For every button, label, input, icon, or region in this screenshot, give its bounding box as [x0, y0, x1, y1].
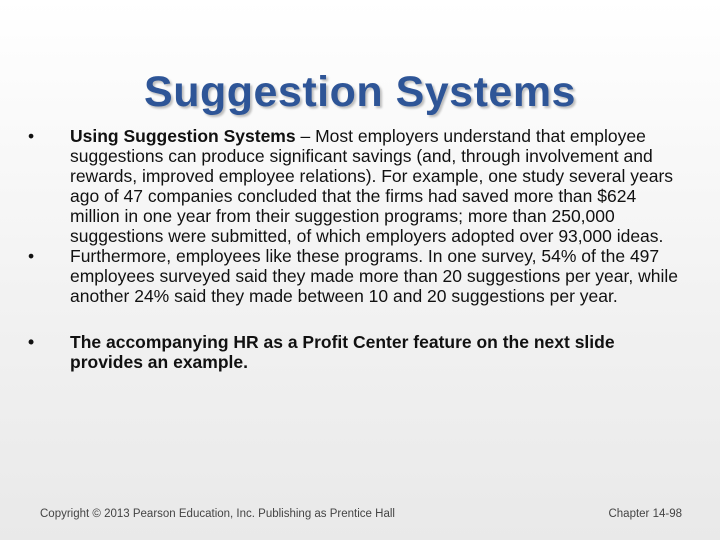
bullet-item-furthermore: [28, 246, 688, 306]
bullet-lead-text: Using Suggestion Systems: [70, 126, 296, 146]
bullet-body-text: – Most employers understand that employee suggestions can produce significant savings (and, through involvement and rewards, improved employee relations). For example, one study several years ago of 47 companies concluded that the firms had saved more than $624 million in one year from their suggestion programs; more than 250,000 suggestions were submitted, of which employers adopted over 93,000 ideas.: [70, 126, 674, 246]
bullet-body-text: The accompanying HR as a Profit Center feature on the next slide provides an example.: [70, 332, 615, 372]
bullet-body-text: Furthermore, employees like these programs. In one survey, 54% of the 497 employees surveyed said they made more than 20 suggestions per year, while another 24% said they made between 10 and 20 suggestions per year.: [70, 246, 678, 306]
bullet-marker: •: [28, 246, 35, 266]
bullet-list: [28, 126, 688, 372]
footer-page-number: Chapter 14-98: [608, 508, 682, 520]
footer-copyright: Copyright © 2013 Pearson Education, Inc. Publishing as Prentice Hall: [40, 508, 395, 520]
bullet-marker: •: [28, 332, 35, 352]
bullet-item-using-suggestion-systems: [28, 126, 688, 246]
slide-title: Suggestion Systems: [144, 68, 576, 116]
bullet-marker: •: [28, 126, 35, 146]
bullet-item-profit-center: [28, 332, 688, 372]
